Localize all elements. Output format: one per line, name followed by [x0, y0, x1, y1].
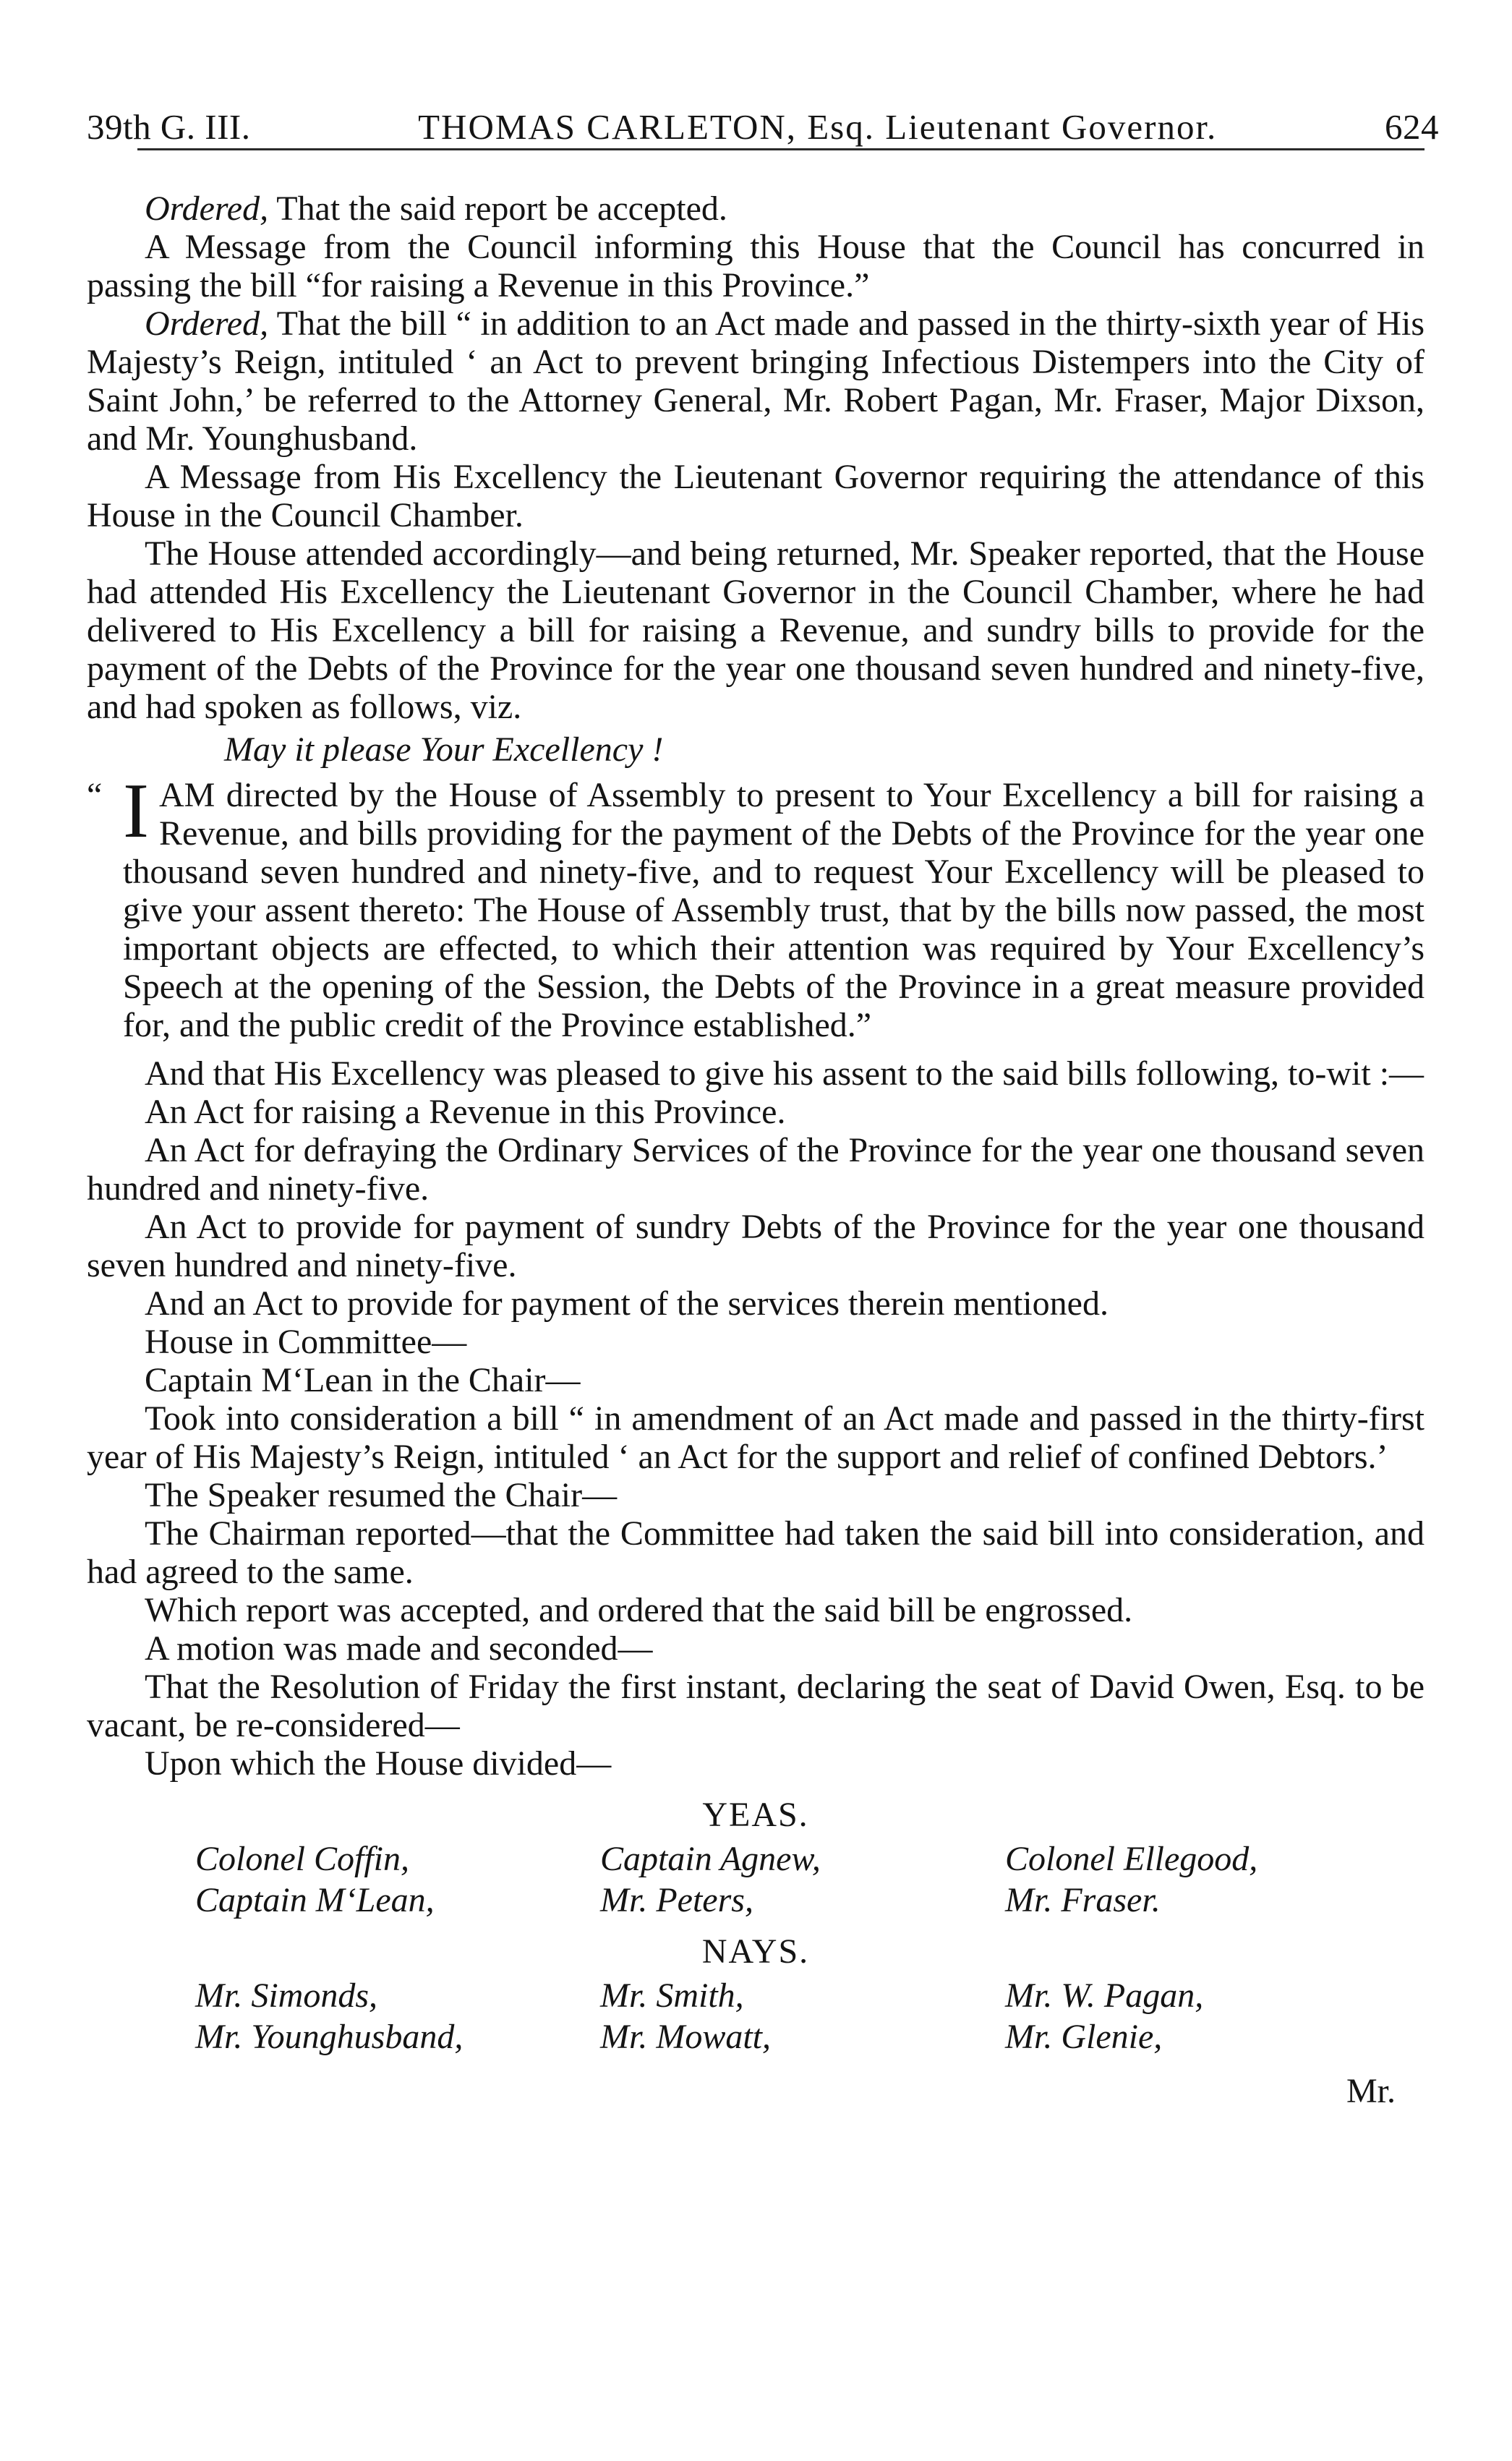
drop-cap: I — [123, 768, 149, 854]
paragraph: Upon which the House divided— — [145, 1744, 612, 1783]
nay-name: Mr. Simonds, — [195, 1976, 378, 2015]
quote-mark: “ — [87, 776, 103, 814]
yea-name: Captain M‘Lean, — [195, 1881, 435, 1919]
paragraph: The Speaker resumed the Chair— — [145, 1476, 618, 1514]
paragraph: Captain M‘Lean in the Chair— — [145, 1361, 581, 1399]
nay-name: Mr. Smith, — [600, 1976, 744, 2015]
nay-name: Mr. Glenie, — [1005, 2018, 1163, 2056]
paragraph: Took into consideration a bill “ in amendment of an Act made and passed in the thirty-first year of His Majesty’s Reign, intituled ‘ an Act for the support and relief of confined Debtors.’ — [87, 1399, 1425, 1476]
yea-name: Colonel Coffin, — [195, 1840, 410, 1878]
yea-name: Captain Agnew, — [600, 1840, 821, 1878]
paragraph: The Chairman reported—that the Committee had taken the said bill into consideration, and had agreed to the same. — [87, 1514, 1425, 1591]
nay-name: Mr. Younghusband, — [195, 2018, 464, 2056]
nays-list — [87, 1976, 1425, 2056]
paragraph: A Message from the Council informing this House that the Council has concurred in passing the bill “for raising a Revenue in this Province.” — [87, 228, 1425, 304]
paragraph: And that His Excellency was pleased to give his assent to the said bills following, to-wit :— — [145, 1054, 1425, 1093]
document-page — [87, 0, 1439, 2461]
yeas-list — [87, 1840, 1425, 1919]
nays-heading: NAYS. — [701, 1932, 810, 1971]
act-item: An Act for raising a Revenue in this Province. — [145, 1093, 786, 1131]
header-rule — [137, 148, 1425, 150]
salutation: May it please Your Excellency ! — [224, 730, 664, 769]
yeas-heading: YEAS. — [702, 1796, 809, 1834]
yea-name: Colonel Ellegood, — [1005, 1840, 1258, 1878]
paragraph: House in Committee— — [145, 1323, 467, 1361]
act-item: An Act for defraying the Ordinary Services of the Province for the year one thousand seven hundred and ninety-five. — [87, 1131, 1425, 1208]
page-body — [87, 189, 1425, 2110]
regnal-year: 39th G. III. — [87, 107, 251, 147]
paragraph: That the Resolution of Friday the first instant, declaring the seat of David Owen, Esq. to be vacant, be re-considered— — [87, 1668, 1425, 1744]
catchword: Mr. — [1346, 2072, 1396, 2110]
page-number: 624 — [1384, 107, 1439, 147]
paragraph: Ordered, That the said report be accepted. — [145, 189, 727, 228]
nay-name: Mr. Mowatt, — [600, 2018, 772, 2056]
speech-quote — [87, 768, 1425, 1044]
paragraph: A motion was made and seconded— — [145, 1629, 653, 1668]
act-item: And an Act to provide for payment of the services therein mentioned. — [145, 1284, 1109, 1323]
paragraph: The House attended accordingly—and being returned, Mr. Speaker reported, that the House had attended His Excellency the Lieutenant Governor in the Council Chamber, where he had delivered to His Excellency a bill for raising a Revenue, and sundry bills to provide for the payment of the Debts of the Province for the year one thousand seven hundred and ninety-five, and had spoken as follows, viz. — [87, 534, 1425, 726]
nay-name: Mr. W. Pagan, — [1005, 1976, 1204, 2015]
speech-text: I AM directed by the House of Assembly to present to Your Excellency a bill for raising a Revenue, and bills providing for the payment of the Debts of the Province for the year one thousand seven hundred and ninety-five, and to request Your Excellency will be pleased to give your assent thereto: The House of Assembly trust, that by the bills now passed, the most important objects are effected, to which their attention was required by Your Excellency’s Speech at the opening of the Session, the Debts of the Province in a great measure provided for, and the public credit of the Province established.” — [123, 768, 1425, 1044]
running-header — [87, 95, 1439, 146]
paragraph: Ordered, That the bill “ in addition to an Act made and passed in the thirty-sixth year of His Majesty’s Reign, intituled ‘ an Act to prevent bringing Infectious Distempers into the City of Saint John,’ be referred to the Attorney General, Mr. Robert Pagan, Mr. Fraser, Major Dixson, and Mr. Younghusband. — [87, 304, 1425, 458]
yea-name: Mr. Fraser. — [1005, 1881, 1161, 1919]
act-item: An Act to provide for payment of sundry Debts of the Province for the year one thousand seven hundred and ninety-five. — [87, 1208, 1425, 1284]
paragraph: Which report was accepted, and ordered that the said bill be engrossed. — [145, 1591, 1133, 1629]
yea-name: Mr. Peters, — [600, 1881, 753, 1919]
header-title: THOMAS CARLETON, Esq. Lieutenant Governor. — [418, 107, 1218, 147]
paragraph: A Message from His Excellency the Lieutenant Governor requiring the attendance of this House in the Council Chamber. — [87, 458, 1425, 534]
